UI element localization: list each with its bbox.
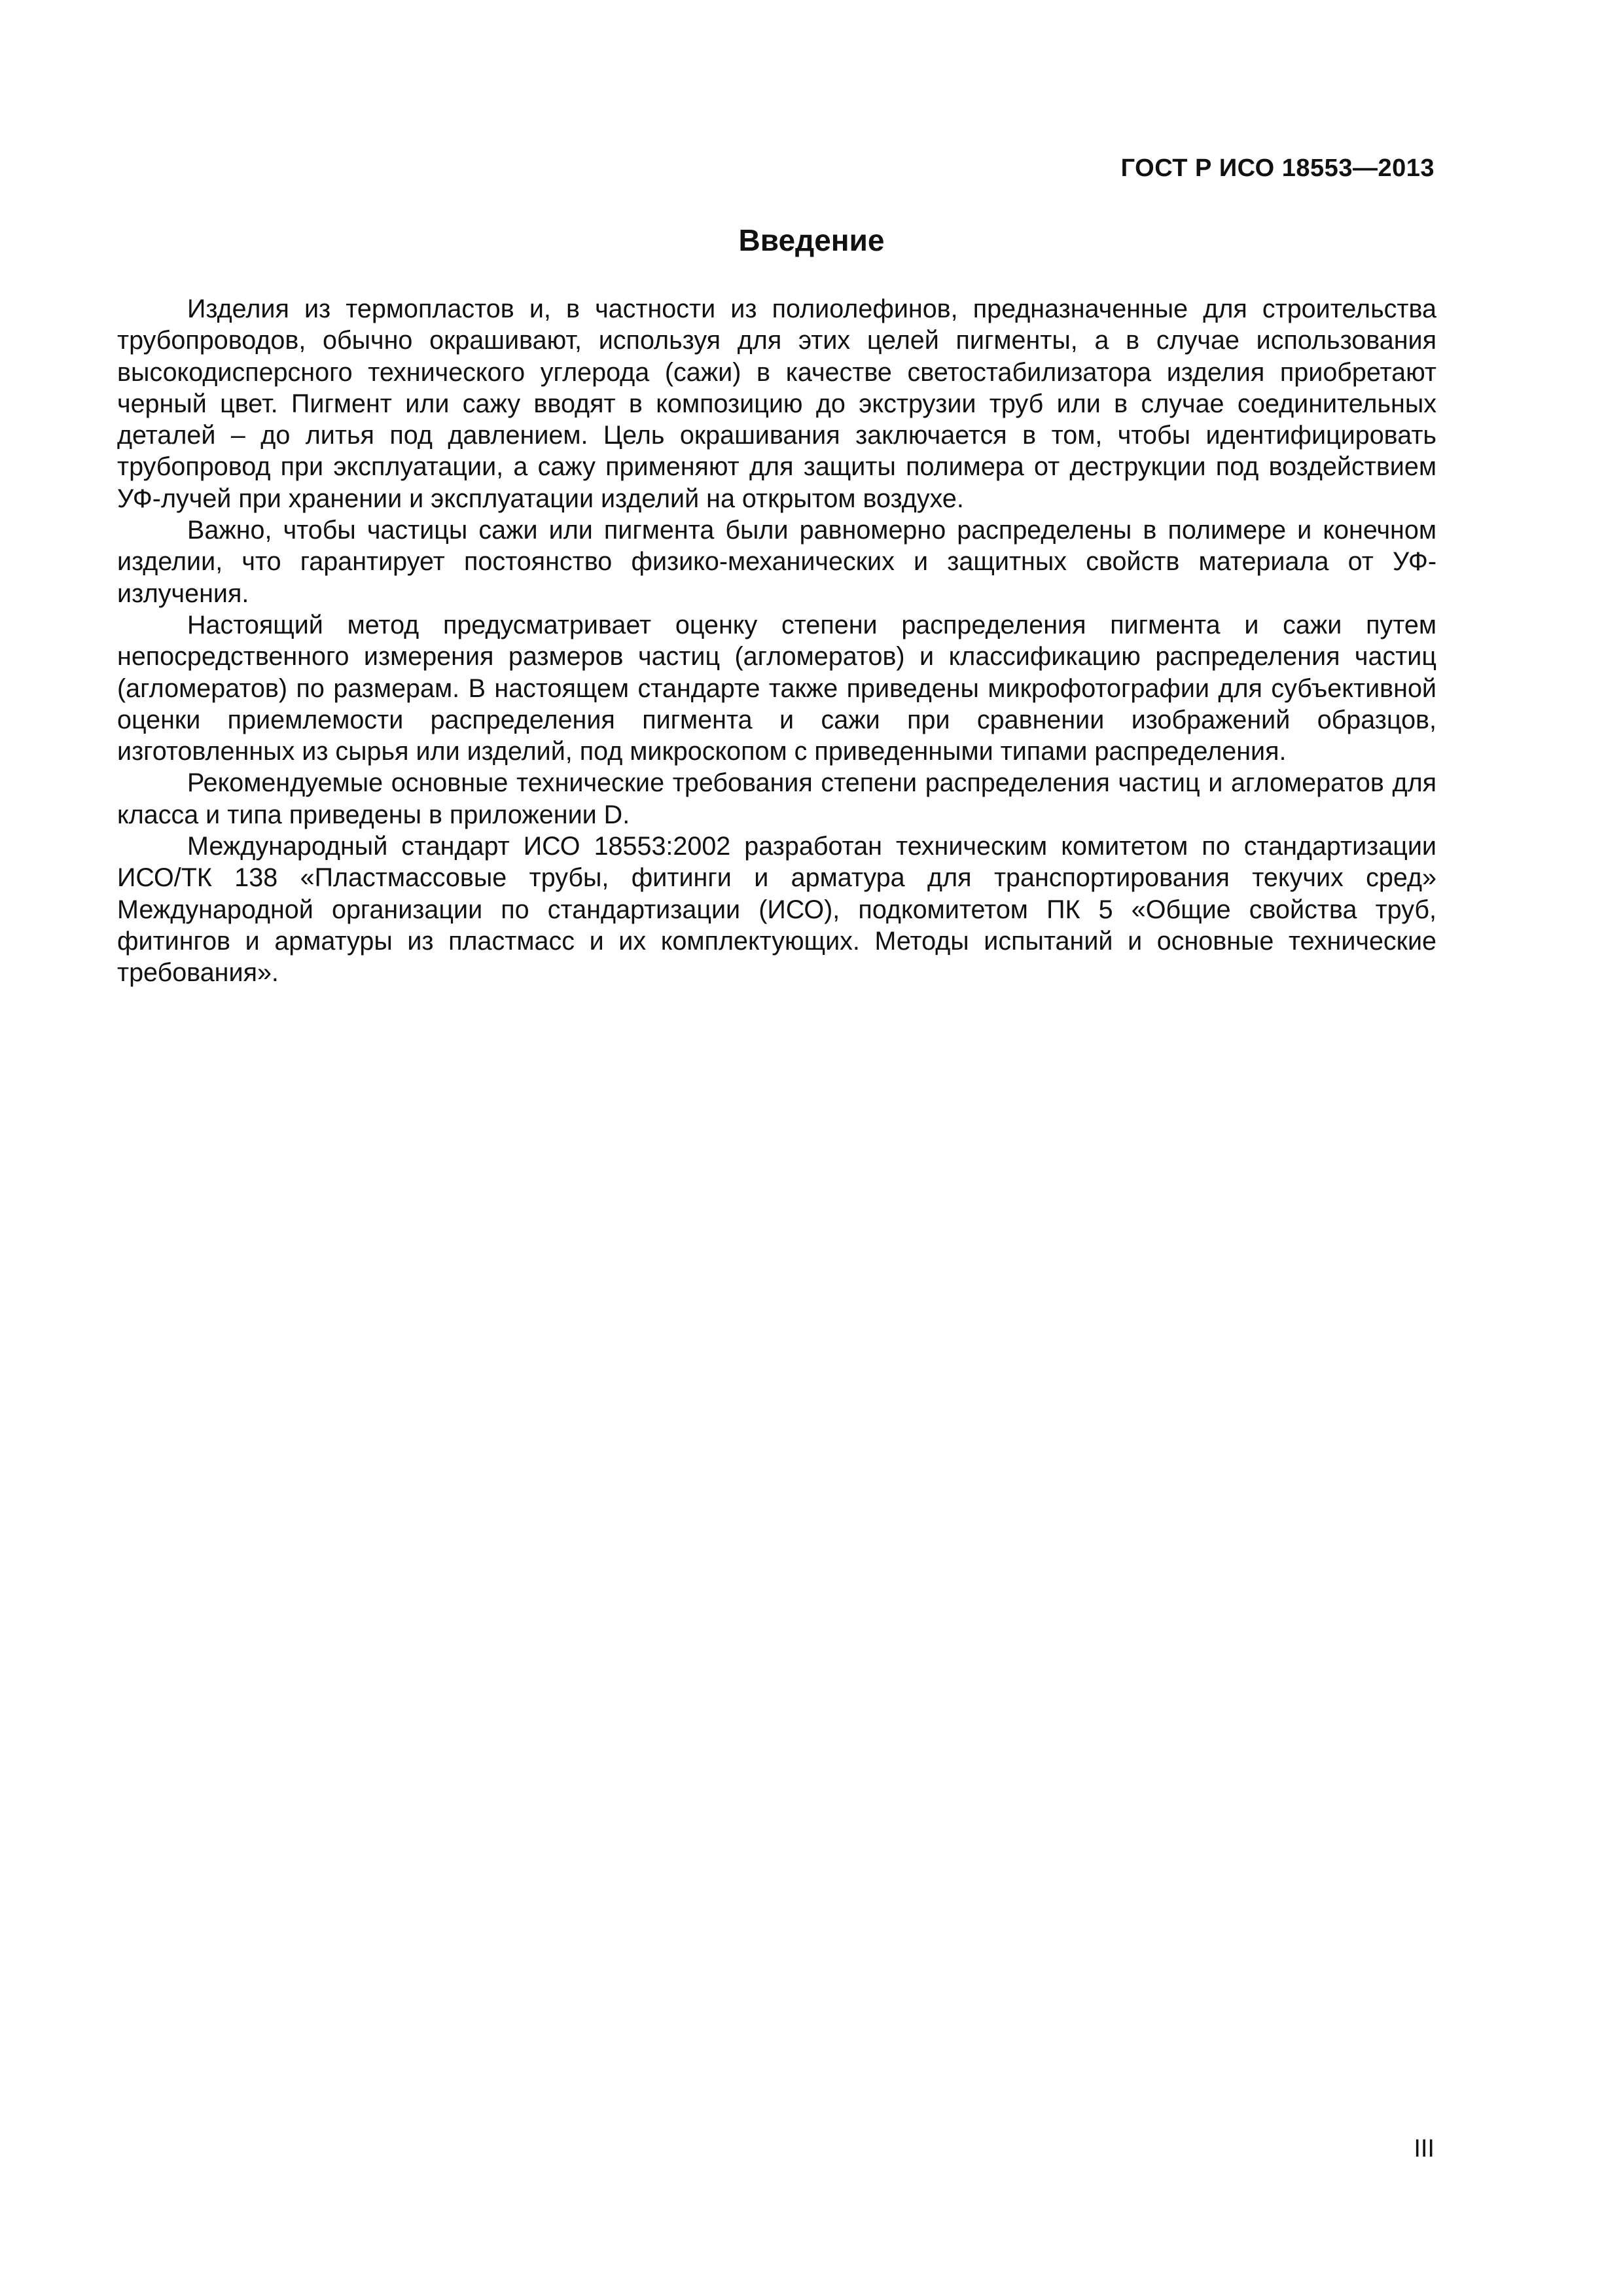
introduction-body <box>117 293 1436 989</box>
paragraph: Важно, чтобы частицы сажи или пигмента были равномерно распределены в полимере и конечном изделии, что гарантирует постоянство физико-механических и защитных свойств материала от УФ-излучения. <box>117 516 1436 608</box>
page-number: III <box>1414 2135 1435 2162</box>
paragraph: Изделия из термопластов и, в частности из полиолефинов, предназначенные для строительства трубопроводов, обычно окрашивают, используя для этих целей пигменты, а в случае использования высокодисперсного технического углерода (сажи) в качестве светостабилизатора изделия приобретают черный цвет. Пигмент или сажу вводят в композицию до экструзии труб или в случае соединительных деталей – до литья под давлением. Цель окрашивания заключается в том, чтобы идентифицировать трубопровод при эксплуатации, а сажу применяют для защиты полимера от деструкции под воздействием УФ-лучей при хранении и эксплуатации изделий на открытом воздухе. <box>117 295 1436 513</box>
document-code: ГОСТ Р ИСО 18553—2013 <box>1120 154 1435 182</box>
section-title: Введение <box>738 223 885 257</box>
paragraph: Настоящий метод предусматривает оценку степени распределения пигмента и сажи путем непосредственного измерения размеров частиц (агломератов) и классификацию распределения частиц (агломератов) по размерам. В настоящем стандарте также приведены микрофотографии для субъективной оценки приемлемости распределения пигмента и сажи при сравнении изображений образцов, изготовленных из сырья или изделий, под микроскопом с приведенными типами распределения. <box>117 610 1436 766</box>
paragraph: Рекомендуемые основные технические требования степени распределения частиц и агломератов для класса и типа приведены в приложении D. <box>117 768 1436 829</box>
paragraph: Международный стандарт ИСО 18553:2002 разработан техническим комитетом по стандартизации ИСО/ТК 138 «Пластмассовые трубы, фитинги и арматура для транспортирования текучих сред» Международной организации по стандартизации (ИСО), подкомитетом ПК 5 «Общие свойства труб, фитингов и арматуры из пластмасс и их комплектующих. Методы испытаний и основные технические требования». <box>117 832 1436 988</box>
